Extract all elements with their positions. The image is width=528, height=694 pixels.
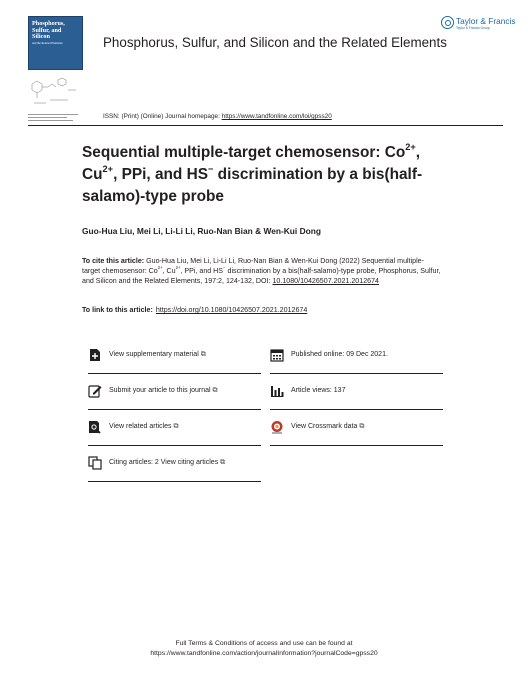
article-link-line (82, 306, 307, 314)
footer-terms-link[interactable]: https://www.tandfonline.com/action/journalInformation?journalCode=gpss20 (150, 649, 378, 657)
journal-homepage-link[interactable]: https://www.tandfonline.com/loi/gpss20 (221, 113, 332, 120)
search-document-icon (88, 420, 102, 434)
bar-chart-icon (270, 384, 284, 398)
divider (270, 409, 443, 410)
edit-icon (88, 384, 102, 398)
copy-documents-icon (88, 456, 102, 470)
supplementary-label: View supplementary material ⧉ (109, 351, 206, 359)
link-label: To link to this article: (82, 306, 153, 314)
doi-url-link[interactable]: https://doi.org/10.1080/10426507.2021.2012674 (155, 306, 308, 314)
page-footer (0, 639, 528, 658)
cover-title-line: Sulfur, and (32, 26, 62, 34)
article-authors: Guo-Hua Liu, Mei Li, Li-Li Li, Ruo-Nan Bian & Wen-Kui Dong (82, 226, 321, 236)
title-text: , PPi, and HS (113, 166, 208, 183)
divider (88, 445, 261, 446)
cover-title-line: Silicon (32, 33, 50, 41)
citation-text: discrimination by a bis(half-salamo)-type probe, Phosphorus, Sulfur, and Silicon and the Related Elements, 197:2, 124-132, DOI: (82, 267, 441, 285)
header-divider (28, 125, 503, 126)
publisher-logo-icon (441, 16, 454, 29)
divider (270, 445, 443, 446)
citation-superscript: − (223, 265, 226, 271)
citation-block (82, 256, 442, 286)
title-text: Sequential multiple-target chemosensor: Co (82, 144, 406, 161)
citation-superscript: 2+ (175, 265, 181, 271)
published-label: Published online: 09 Dec 2021. (291, 351, 388, 358)
title-superscript: 2+ (405, 141, 416, 152)
crossmark-icon (270, 420, 284, 434)
divider (88, 409, 261, 410)
title-text: salamo)-type probe (82, 188, 224, 205)
citation-text: , Cu (162, 267, 176, 275)
citation-label: To cite this article: (82, 257, 145, 265)
citation-text: , PPi, and HS (180, 267, 224, 275)
publisher-logo-name: Taylor & Francis (456, 16, 516, 26)
title-text: discrimination by a bis(half- (213, 166, 423, 183)
calendar-icon (270, 348, 284, 362)
doi-link[interactable]: 10.1080/10426507.2021.2012674 (272, 277, 379, 285)
related-label: View related articles ⧉ (109, 423, 178, 431)
citation-text: Guo-Hua Liu, Mei Li, Li-Li Li, Ruo-Nan Bian & Wen-Kui Dong (2022) Sequential multiple-target chemosensor: Co (82, 257, 424, 275)
title-text: Cu (82, 166, 103, 183)
issn-text: ISSN: (Print) (Online) Journal homepage: (103, 113, 220, 120)
cover-title-line: and the Related Elements (32, 40, 63, 45)
molecule-graphic (28, 70, 83, 112)
crossmark-label: View Crossmark data ⧉ (291, 423, 364, 431)
journal-title: Phosphorus, Sulfur, and Silicon and the Related Elements (103, 35, 447, 50)
divider (88, 481, 261, 482)
article-title (82, 142, 482, 208)
cover-title-line: Phosphorus, (32, 20, 65, 27)
citing-label: Citing articles: 2 View citing articles ⧉ (109, 459, 225, 467)
cover-title (32, 21, 65, 45)
title-superscript: 2+ (102, 163, 114, 174)
issn-line (103, 113, 332, 120)
divider (270, 373, 443, 374)
footer-terms-text: Full Terms & Conditions of access and use can be found at (175, 640, 353, 647)
title-superscript: − (208, 163, 214, 174)
views-label: Article views: 137 (291, 387, 346, 394)
journal-cover-thumbnail (28, 16, 83, 70)
submit-label: Submit your article to this journal ⧉ (109, 387, 218, 395)
citation-superscript: 2+ (157, 265, 163, 271)
file-plus-icon (88, 348, 102, 362)
title-text: , (415, 144, 421, 161)
taylor-francis-logo[interactable] (441, 15, 516, 33)
divider (88, 373, 261, 374)
cover-footer-text (28, 114, 84, 122)
publisher-logo-sub: Taylor & Francis Group (456, 26, 490, 30)
